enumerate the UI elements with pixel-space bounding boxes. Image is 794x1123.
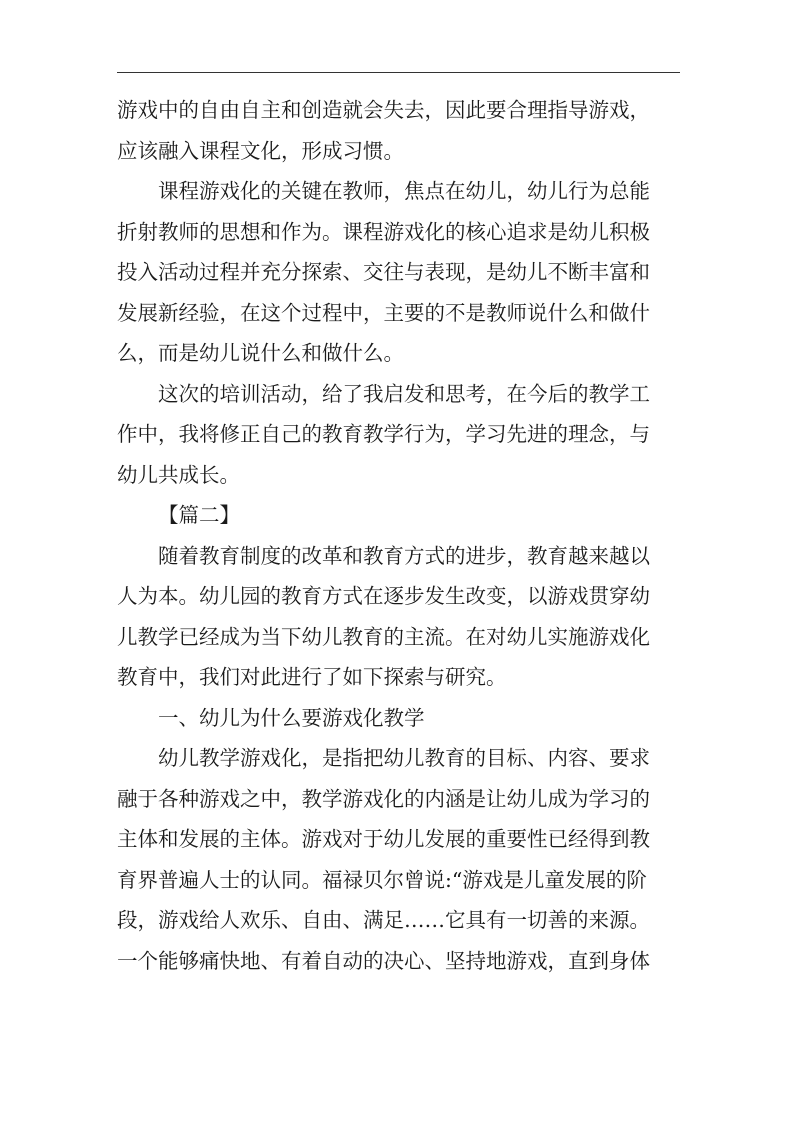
text-line: 融于各种游戏之中，教学游戏化的内涵是让幼儿成为学习的 <box>117 786 650 811</box>
text-line: 课程游戏化的关键在教师，焦点在幼儿，幼儿行为总能 <box>158 179 650 203</box>
document-body <box>117 90 680 981</box>
text-line: 折射教师的思想和作为。课程游戏化的核心追求是幼儿积极 <box>117 219 650 244</box>
text-line: 幼儿教学游戏化，是指把幼儿教育的目标、内容、要求 <box>158 746 650 770</box>
text-line: 一个能够痛快地、有着自动的决心、坚持地游戏，直到身体 <box>117 948 650 973</box>
text-line: 教育中，我们对此进行了如下探索与研究。 <box>117 665 507 689</box>
text-line: 作中，我将修正自己的教育教学行为，学习先进的理念，与 <box>117 422 650 446</box>
text-line: 这次的培训活动，给了我启发和思考，在今后的教学工 <box>158 381 650 406</box>
text-line: 发展新经验，在这个过程中，主要的不是教师说什么和做什 <box>117 300 650 325</box>
text-line: 么，而是幼儿说什么和做什么。 <box>117 341 404 365</box>
text-line: 儿教学已经成为当下幼儿教育的主流。在对幼儿实施游戏化 <box>117 624 650 649</box>
text-line: 随着教育制度的改革和教育方式的进步，教育越来越以 <box>158 543 650 568</box>
header-rule <box>117 72 680 73</box>
text-line: 人为本。幼儿园的教育方式在逐步发生改变，以游戏贯穿幼 <box>117 584 650 608</box>
text-line: 段，游戏给人欢乐、自由、满足……它具有一切善的来源。 <box>117 908 650 932</box>
text-line: 育界普遍人士的认同。福禄贝尔曾说:“游戏是儿童发展的阶 <box>117 867 647 892</box>
text-line: 主体和发展的主体。游戏对于幼儿发展的重要性已经得到教 <box>117 827 650 851</box>
text-line: 【篇二】 <box>158 503 240 527</box>
text-line: 应该融入课程文化，形成习惯。 <box>117 138 404 163</box>
text-line: 游戏中的自由自主和创造就会失去，因此要合理指导游戏， <box>117 98 650 122</box>
text-line: 投入活动过程并充分探索、交往与表现，是幼儿不断丰富和 <box>117 260 650 284</box>
text-line: 一、幼儿为什么要游戏化教学 <box>158 705 425 730</box>
text-line: 幼儿共成长。 <box>117 462 240 487</box>
